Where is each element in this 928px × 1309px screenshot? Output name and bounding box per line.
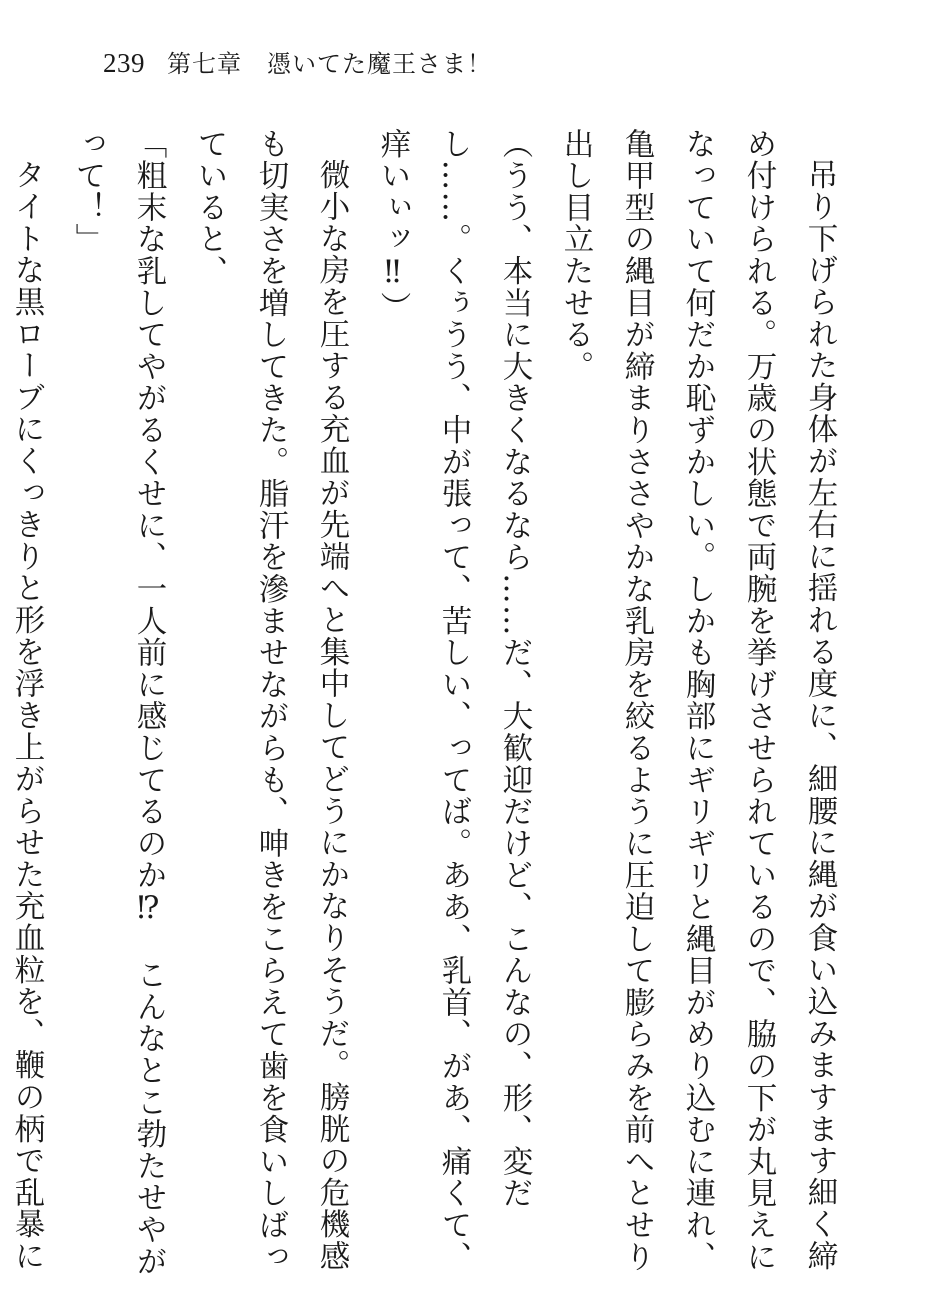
running-header — [103, 44, 492, 84]
paragraph: 微小な房を圧する充血が先端へと集中してどうにかなりそうだ。膀胱の危機感も切実さを増してきた。脂汗を滲ませながらも、呻きをこらえて歯を食いしばっていると、 — [192, 128, 349, 1273]
dialogue-paragraph: （うう、本当に大きくなるなら……だ、大歓迎だけど、こんなの、形、変だし……。くぅうう、中が張って、苦しい、ってば。ああ、乳首、があ、痛くて、痒いぃッ‼） — [375, 128, 532, 1273]
chapter-title: 第七章 憑いてた魔王さま！ — [167, 52, 492, 78]
paragraph: 吊り下げられた身体が左右に揺れる度に、細腰に縄が食い込みますます細く締め付けられる。万歳の状態で両腕を挙げさせられているので、脇の下が丸見えになっていて何だか恥ずかしい。しかも胸部にギリギリと縄目がめり込むに連れ、亀甲型の縄目が締まりささやかな乳房を絞るように圧迫して膨らみを前へとせり出し目立たせる。 — [558, 128, 837, 1273]
dialogue-paragraph: 「粗末な乳してやがるくせに、一人前に感じてるのか⁉ こんなとこ勃たせやがって！」 — [70, 128, 166, 1278]
page-number: 239 — [103, 48, 145, 78]
paragraph: タイトな黒ローブにくっきりと形を浮き上がらせた充血粒を、鞭の柄で乱暴に — [9, 158, 44, 1272]
body-text — [9, 128, 850, 1278]
